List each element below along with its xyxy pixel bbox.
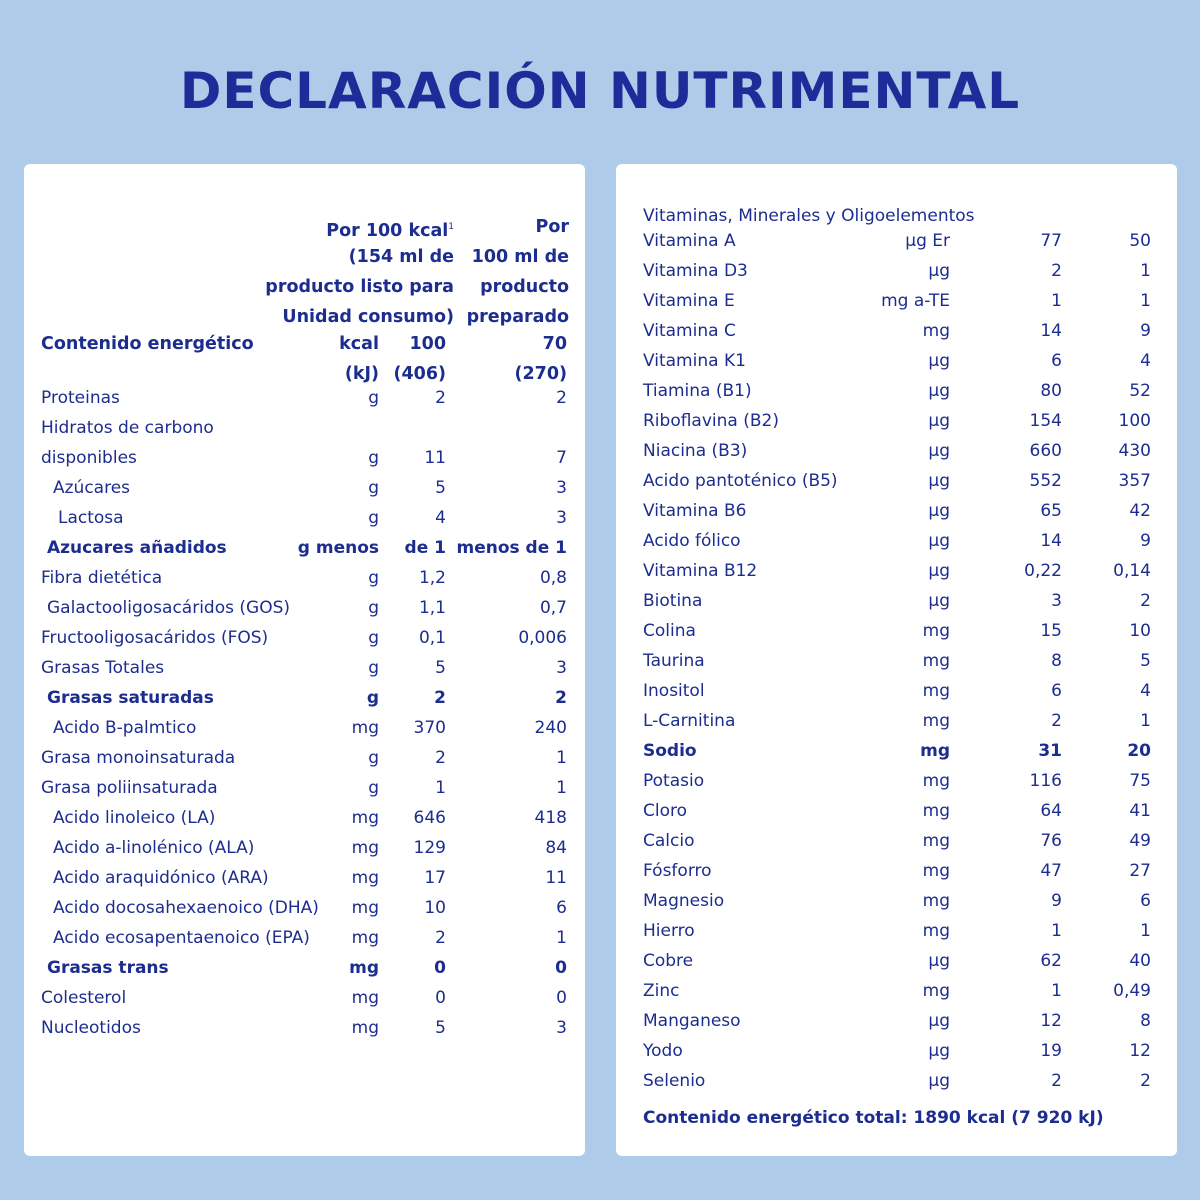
energy-kj-100ml: (270)	[514, 364, 567, 384]
value-per-100kcal: 2	[434, 688, 446, 708]
nutrient-unit: g	[368, 448, 379, 468]
nutrient-name: Fibra dietética	[41, 568, 163, 588]
value-per-100ml: 100	[1118, 411, 1151, 431]
header-col2-line1: Por	[535, 217, 569, 237]
micronutrient-unit: mg	[922, 321, 950, 341]
value-per-100kcal: 1,1	[418, 598, 446, 618]
micronutrient-name: Acido fólico	[643, 531, 741, 551]
value-per-100ml: 6	[1140, 891, 1151, 911]
value-per-100ml: 2	[556, 388, 567, 408]
value-per-100kcal: 10	[424, 898, 446, 918]
nutrient-name: Azúcares	[53, 478, 131, 498]
nutrient-unit: mg	[351, 928, 379, 948]
value-per-100ml: 75	[1129, 771, 1151, 791]
value-per-100ml: 3	[556, 1018, 567, 1038]
nutrient-unit: g	[368, 598, 379, 618]
micronutrient-name: Sodio	[643, 741, 697, 761]
micronutrient-name: Potasio	[643, 771, 705, 791]
value-per-100kcal: 6	[1051, 681, 1062, 701]
nutrient-unit: g	[368, 388, 379, 408]
value-per-100ml: 27	[1129, 861, 1151, 881]
value-per-100kcal: 129	[413, 838, 446, 858]
nutrient-name: Azucares añadidos	[47, 538, 227, 558]
value-per-100kcal: 2	[1051, 1071, 1062, 1091]
micronutrient-name: Cobre	[643, 951, 694, 971]
nutrient-unit: g	[368, 478, 379, 498]
micronutrients-panel	[616, 164, 1177, 1156]
nutrient-unit: g	[368, 628, 379, 648]
micronutrient-unit: µg	[928, 411, 950, 431]
value-per-100kcal: 1	[435, 778, 446, 798]
nutrient-name: Acido linoleico (LA)	[53, 808, 216, 828]
micronutrient-name: Vitamina K1	[643, 351, 746, 371]
value-per-100kcal: 6	[1051, 351, 1062, 371]
value-per-100kcal: 660	[1029, 441, 1062, 461]
micronutrient-unit: mg	[922, 651, 950, 671]
nutrient-unit: g	[368, 778, 379, 798]
nutrient-name: disponibles	[41, 448, 137, 468]
value-per-100ml: 8	[1140, 1011, 1151, 1031]
value-per-100kcal: 646	[413, 808, 446, 828]
value-per-100kcal: 19	[1040, 1041, 1062, 1061]
micronutrient-name: Fósforro	[643, 861, 712, 881]
value-per-100kcal: 2	[1051, 711, 1062, 731]
nutrient-unit: mg	[351, 868, 379, 888]
micronutrient-name: Yodo	[643, 1041, 683, 1061]
value-per-100ml: 0,49	[1113, 981, 1151, 1001]
micronutrient-name: Taurina	[643, 651, 705, 671]
micronutrient-name: Cloro	[643, 801, 688, 821]
value-per-100ml: 49	[1129, 831, 1151, 851]
nutrient-name: Acido a-linolénico (ALA)	[53, 838, 255, 858]
value-per-100ml: 0,006	[518, 628, 567, 648]
nutrient-unit: g menos	[297, 538, 379, 558]
value-per-100kcal: 1	[1051, 291, 1062, 311]
nutrient-name: Acido docosahexaenoico (DHA)	[53, 898, 319, 918]
value-per-100ml: 2	[1140, 591, 1151, 611]
value-per-100ml: 240	[534, 718, 567, 738]
value-per-100ml: 41	[1129, 801, 1151, 821]
value-per-100kcal: 0,22	[1024, 561, 1062, 581]
value-per-100ml: 9	[1140, 531, 1151, 551]
nutrient-unit: mg	[351, 838, 379, 858]
value-per-100ml: 357	[1118, 471, 1151, 491]
value-per-100kcal: 4	[435, 508, 446, 528]
value-per-100ml: 7	[556, 448, 567, 468]
header-col2-line3: producto	[480, 277, 569, 297]
micronutrient-unit: µg	[928, 351, 950, 371]
micronutrient-unit: µg Er	[905, 231, 950, 251]
value-per-100ml: 0	[556, 988, 567, 1008]
nutrient-name: Acido B-palmtico	[53, 718, 197, 738]
micronutrient-unit: µg	[928, 381, 950, 401]
nutrient-unit: mg	[351, 988, 379, 1008]
micronutrient-unit: mg	[920, 741, 950, 761]
micronutrient-unit: mg	[922, 891, 950, 911]
nutrient-unit: mg	[349, 958, 379, 978]
value-per-100ml: 3	[556, 508, 567, 528]
micronutrient-name: Colina	[643, 621, 696, 641]
micronutrient-unit: mg	[922, 981, 950, 1001]
micronutrient-name: Hierro	[643, 921, 695, 941]
value-per-100ml: 1	[1140, 291, 1151, 311]
micronutrient-name: Vitamina B12	[643, 561, 758, 581]
nutrient-unit: g	[368, 748, 379, 768]
micronutrient-name: Acido pantoténico (B5)	[643, 471, 838, 491]
value-per-100ml: 84	[545, 838, 567, 858]
value-per-100kcal: 0,1	[418, 628, 446, 648]
value-per-100kcal: 2	[435, 748, 446, 768]
nutrient-name: Galactooligosacáridos (GOS)	[47, 598, 290, 618]
nutrient-name: Proteinas	[41, 388, 120, 408]
value-per-100kcal: 116	[1029, 771, 1062, 791]
value-per-100kcal: 15	[1040, 621, 1062, 641]
energy-label: Contenido energético	[41, 334, 254, 354]
value-per-100ml: 4	[1140, 681, 1151, 701]
value-per-100ml: 1	[1140, 711, 1151, 731]
value-per-100kcal: 77	[1040, 231, 1062, 251]
nutrient-name: Grasas Totales	[41, 658, 165, 678]
value-per-100ml: 1	[556, 748, 567, 768]
nutrient-unit: mg	[351, 1018, 379, 1038]
micronutrient-unit: mg	[922, 771, 950, 791]
value-per-100kcal: 5	[435, 1018, 446, 1038]
micronutrient-name: Vitamina A	[643, 231, 736, 251]
micronutrient-name: Calcio	[643, 831, 695, 851]
value-per-100kcal: 65	[1040, 501, 1062, 521]
value-per-100ml: 5	[1140, 651, 1151, 671]
micronutrient-name: Vitamina D3	[643, 261, 748, 281]
value-per-100ml: 6	[556, 898, 567, 918]
nutrient-name: Hidratos de carbono	[41, 418, 214, 438]
value-per-100kcal: 80	[1040, 381, 1062, 401]
value-per-100kcal: 8	[1051, 651, 1062, 671]
micronutrient-name: Magnesio	[643, 891, 725, 911]
micronutrient-unit: mg	[922, 801, 950, 821]
nutrient-name: Fructooligosacáridos (FOS)	[41, 628, 269, 648]
value-per-100ml: 3	[556, 658, 567, 678]
micronutrient-unit: mg	[922, 711, 950, 731]
value-per-100ml: 1	[556, 778, 567, 798]
value-per-100kcal: 62	[1040, 951, 1062, 971]
energy-value-100kcal: 100	[409, 334, 446, 354]
value-per-100ml: 1	[1140, 261, 1151, 281]
value-per-100kcal: 0	[435, 988, 446, 1008]
nutrient-name: Grasa poliinsaturada	[41, 778, 218, 798]
nutrient-name: Nucleotidos	[41, 1018, 141, 1038]
value-per-100kcal: 2	[435, 928, 446, 948]
micronutrient-unit: mg a-TE	[881, 291, 950, 311]
header-col1-line1: Por 100 kcal$^1$	[326, 221, 454, 241]
value-per-100kcal: 552	[1029, 471, 1062, 491]
header-col2-line2: 100 ml de	[471, 247, 569, 267]
nutrient-unit: mg	[351, 898, 379, 918]
header-col1-line3: producto listo para	[265, 277, 454, 297]
nutrient-unit: g	[368, 568, 379, 588]
value-per-100ml: menos de 1	[456, 538, 567, 558]
energy-kj-100kcal: (406)	[393, 364, 446, 384]
value-per-100ml: 0,8	[539, 568, 567, 588]
value-per-100kcal: 370	[413, 718, 446, 738]
micronutrient-unit: µg	[928, 531, 950, 551]
header-col2-line4: preparado	[466, 307, 569, 327]
nutrient-name: Acido ecosapentaenoico (EPA)	[53, 928, 310, 948]
value-per-100ml: 52	[1129, 381, 1151, 401]
energy-unit-kcal: kcal	[339, 334, 379, 354]
header-col1-line4: Unidad consumo)	[282, 307, 454, 327]
micronutrient-name: L-Carnitina	[643, 711, 736, 731]
value-per-100ml: 2	[1140, 1071, 1151, 1091]
micronutrient-name: Vitamina E	[643, 291, 735, 311]
macronutrients-panel	[24, 164, 585, 1156]
value-per-100kcal: 1,2	[418, 568, 446, 588]
value-per-100ml: 40	[1129, 951, 1151, 971]
value-per-100ml: 12	[1129, 1041, 1151, 1061]
value-per-100kcal: 31	[1038, 741, 1062, 761]
header-col1-line2: (154 ml de	[348, 247, 454, 267]
section-title: Vitaminas, Minerales y Oligoelementos	[643, 206, 975, 226]
micronutrient-name: Zinc	[643, 981, 680, 1001]
micronutrient-name: Tiamina (B1)	[643, 381, 752, 401]
micronutrient-unit: µg	[928, 1011, 950, 1031]
value-per-100ml: 0	[555, 958, 567, 978]
micronutrient-unit: mg	[922, 861, 950, 881]
value-per-100kcal: 14	[1040, 531, 1062, 551]
page-title: DECLARACIÓN NUTRIMENTAL	[179, 62, 1021, 120]
micronutrient-name: Selenio	[643, 1071, 706, 1091]
value-per-100ml: 10	[1129, 621, 1151, 641]
energy-value-100ml: 70	[542, 334, 567, 354]
nutrient-name: Grasas trans	[47, 958, 169, 978]
value-per-100kcal: 9	[1051, 891, 1062, 911]
value-per-100kcal: 5	[435, 478, 446, 498]
micronutrient-name: Inositol	[643, 681, 705, 701]
value-per-100ml: 9	[1140, 321, 1151, 341]
micronutrient-unit: mg	[922, 621, 950, 641]
micronutrient-unit: mg	[922, 681, 950, 701]
micronutrient-name: Vitamina B6	[643, 501, 747, 521]
micronutrient-unit: µg	[928, 471, 950, 491]
value-per-100ml: 50	[1129, 231, 1151, 251]
micronutrient-name: Riboflavina (B2)	[643, 411, 779, 431]
value-per-100kcal: 2	[435, 388, 446, 408]
nutrient-unit: mg	[351, 808, 379, 828]
value-per-100ml: 3	[556, 478, 567, 498]
value-per-100kcal: 2	[1051, 261, 1062, 281]
micronutrient-name: Biotina	[643, 591, 703, 611]
value-per-100kcal: de 1	[404, 538, 446, 558]
value-per-100kcal: 11	[424, 448, 446, 468]
energy-unit-kj: (kJ)	[344, 364, 379, 384]
value-per-100kcal: 0	[434, 958, 446, 978]
micronutrient-unit: mg	[922, 831, 950, 851]
micronutrient-unit: mg	[922, 921, 950, 941]
micronutrient-unit: µg	[928, 1071, 950, 1091]
nutrient-name: Colesterol	[41, 988, 127, 1008]
value-per-100kcal: 1	[1051, 921, 1062, 941]
value-per-100ml: 4	[1140, 351, 1151, 371]
value-per-100kcal: 76	[1040, 831, 1062, 851]
nutrient-unit: g	[366, 688, 379, 708]
value-per-100ml: 1	[556, 928, 567, 948]
nutrient-name: Acido araquidónico (ARA)	[53, 868, 269, 888]
value-per-100kcal: 3	[1051, 591, 1062, 611]
value-per-100ml: 11	[545, 868, 567, 888]
nutrient-unit: g	[368, 508, 379, 528]
nutrient-name: Grasa monoinsaturada	[41, 748, 236, 768]
nutrient-name: Lactosa	[58, 508, 124, 528]
value-per-100kcal: 17	[424, 868, 446, 888]
value-per-100kcal: 154	[1029, 411, 1062, 431]
nutrient-unit: g	[368, 658, 379, 678]
micronutrient-name: Niacina (B3)	[643, 441, 748, 461]
micronutrient-name: Manganeso	[643, 1011, 741, 1031]
value-per-100ml: 418	[534, 808, 567, 828]
micronutrient-unit: µg	[928, 441, 950, 461]
value-per-100ml: 1	[1140, 921, 1151, 941]
value-per-100ml: 0,7	[539, 598, 567, 618]
value-per-100ml: 2	[555, 688, 567, 708]
value-per-100ml: 42	[1129, 501, 1151, 521]
value-per-100kcal: 64	[1040, 801, 1062, 821]
micronutrient-unit: µg	[928, 501, 950, 521]
micronutrient-unit: µg	[928, 261, 950, 281]
total-energy-footer: Contenido energético total: 1890 kcal (7 920 kJ)	[643, 1108, 1104, 1128]
value-per-100ml: 430	[1118, 441, 1151, 461]
nutrient-unit: mg	[351, 718, 379, 738]
micronutrient-name: Vitamina C	[643, 321, 736, 341]
micronutrient-unit: µg	[928, 591, 950, 611]
value-per-100kcal: 14	[1040, 321, 1062, 341]
value-per-100kcal: 12	[1040, 1011, 1062, 1031]
value-per-100kcal: 1	[1051, 981, 1062, 1001]
value-per-100ml: 20	[1127, 741, 1151, 761]
value-per-100kcal: 47	[1040, 861, 1062, 881]
value-per-100kcal: 5	[435, 658, 446, 678]
micronutrient-unit: µg	[928, 1041, 950, 1061]
micronutrient-unit: µg	[928, 561, 950, 581]
micronutrient-unit: µg	[928, 951, 950, 971]
value-per-100ml: 0,14	[1113, 561, 1151, 581]
nutrient-name: Grasas saturadas	[47, 688, 214, 708]
